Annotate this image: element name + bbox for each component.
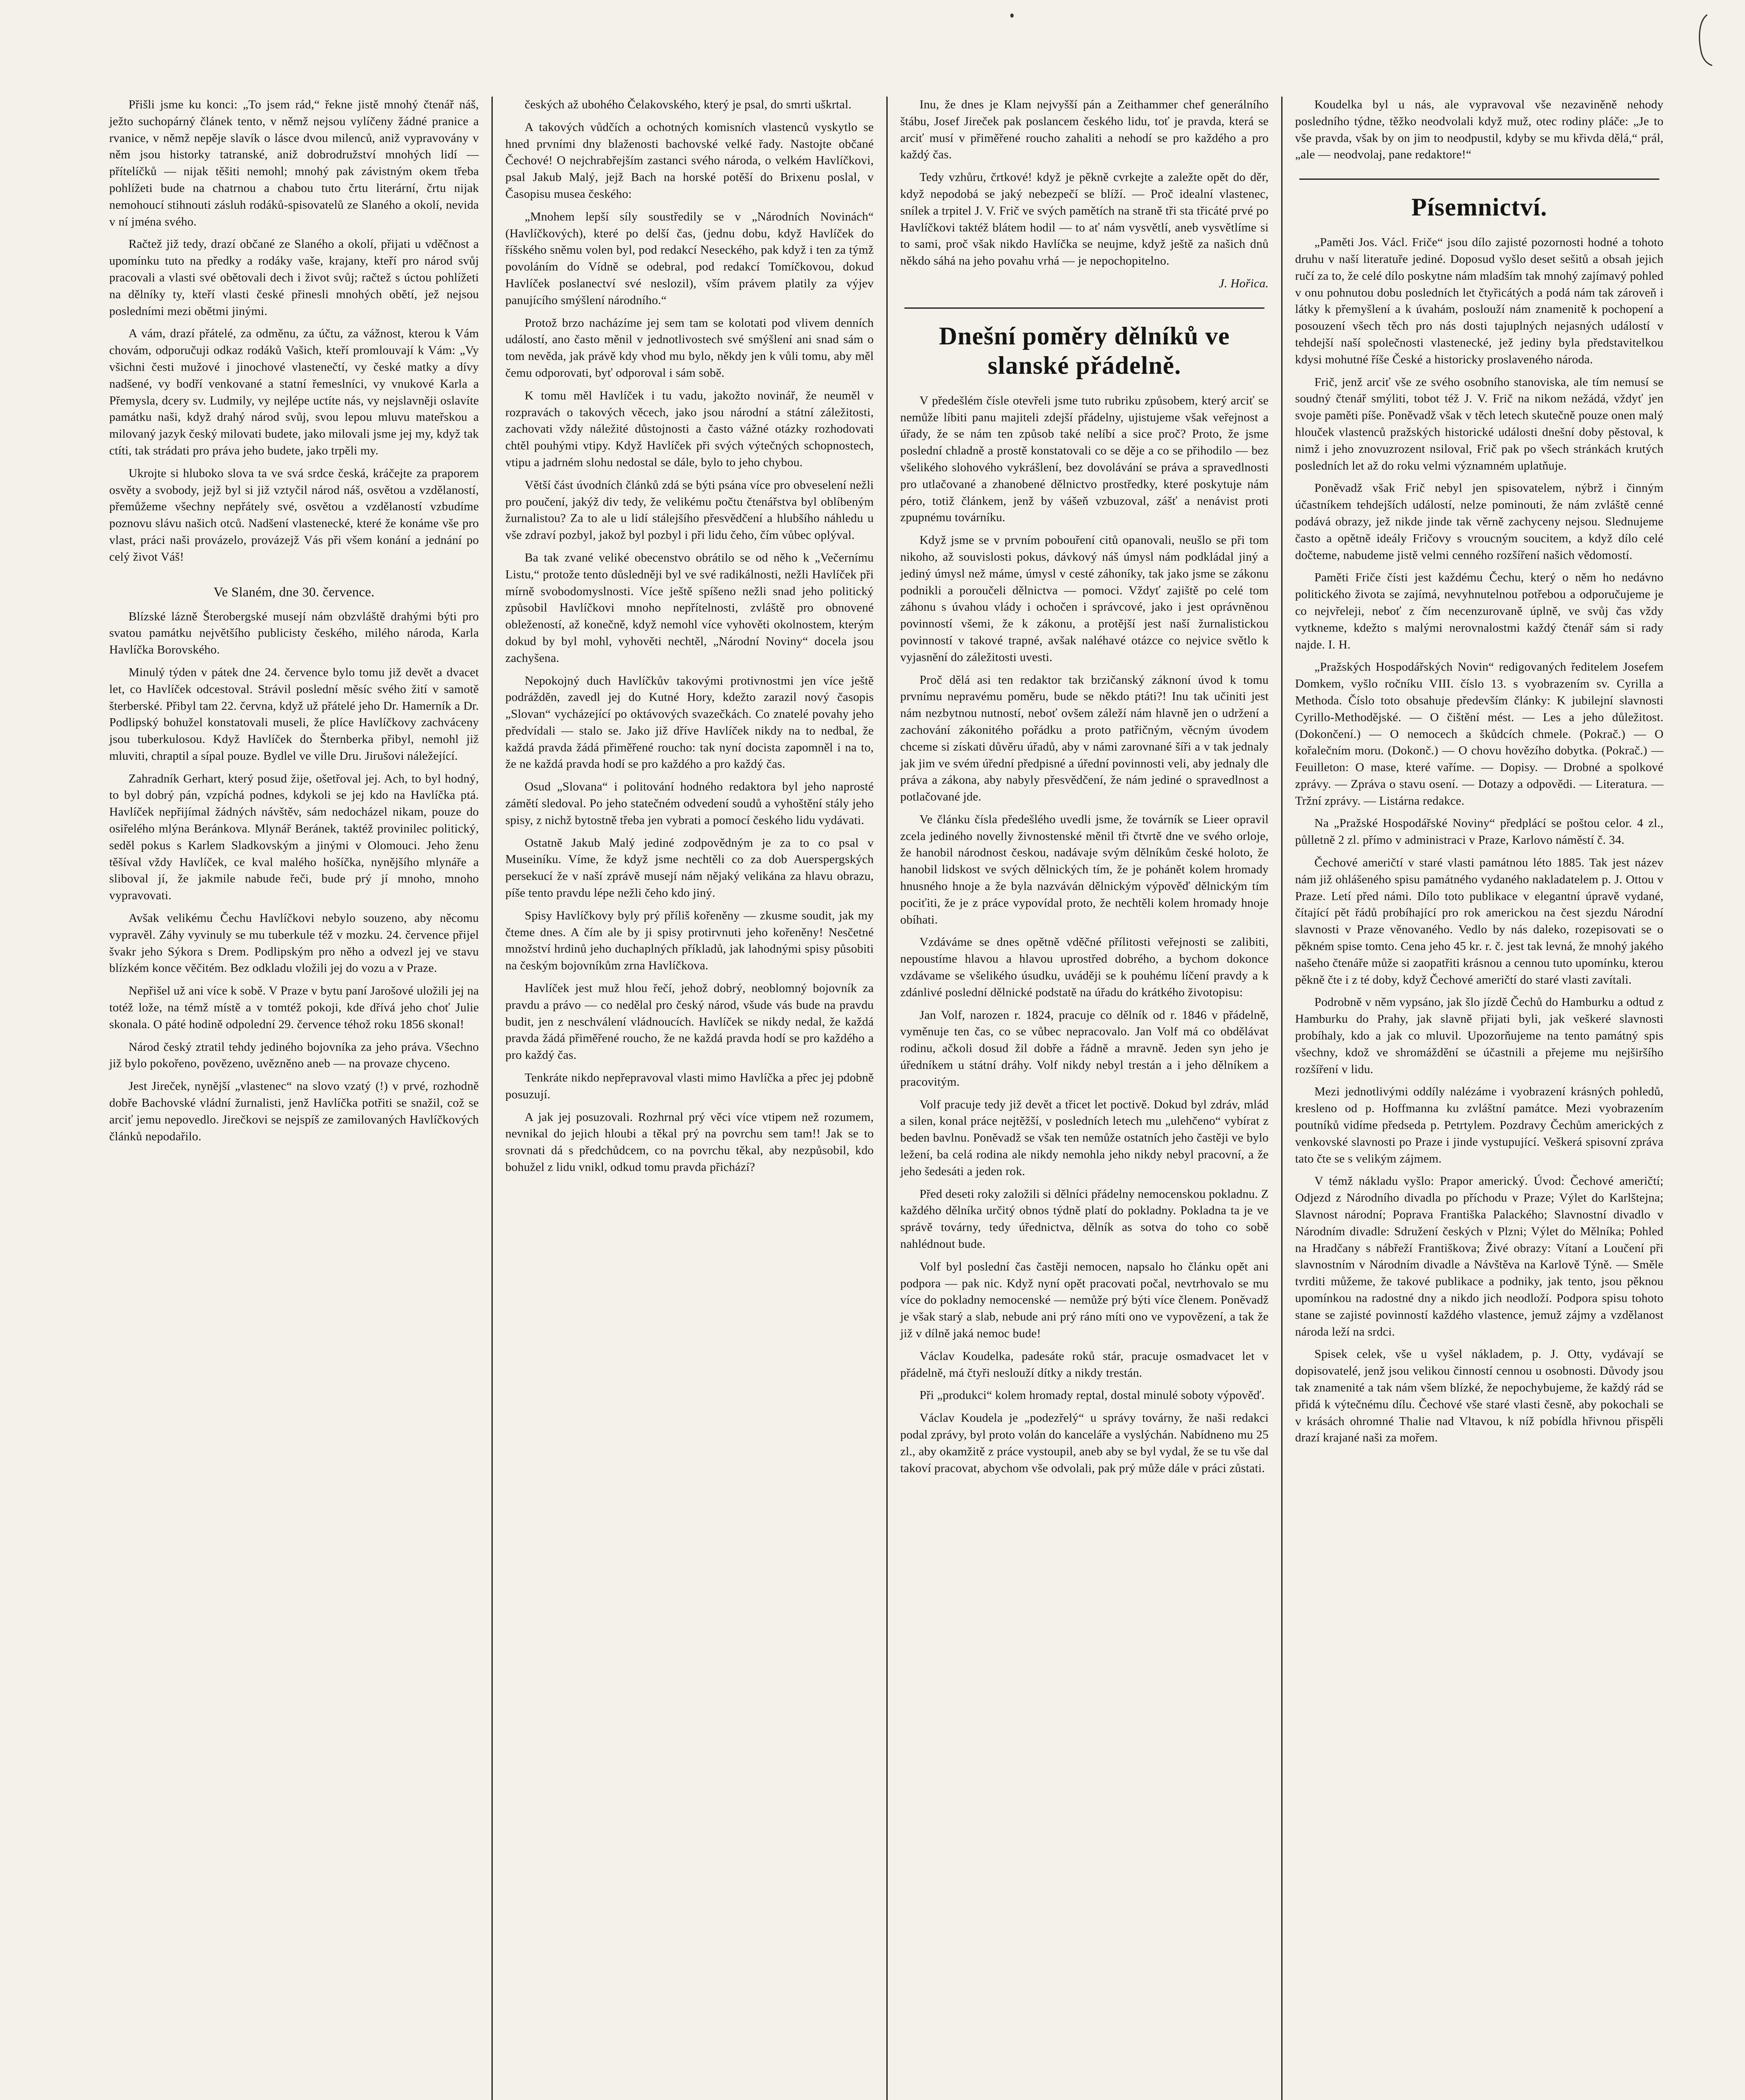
article-paragraph: Tedy vzhůru, črtkové! když je pěkně cvrkejte a zaležte opět do děr, když nepodobá se jaký nebezpečí se blíží. — Proč idealní vlastenec, snílek a trpitel J. V. Frič ve svých pamětích na straně tři sta třicáté prvé po Havlíčkovi taktéž blátem hodil — to ať nám vysvětlí, aneb vysvětlíme si to sami, proč však nikdo Havlíčka se neujme, když ještě za našich dnů někdo sáhá na jeho povahu vrhá — je nepochopitelno. (900, 171, 1269, 268)
article-paragraph: Vzdáváme se dnes opětně vděčné přílitosti veřejnosti se zalibiti, nepoustíme hlavou a hlavou uprostřed dobrého, a bychom dokonce vzdávame se všelikého úsudku, uváději se k pouhému líčení pravdy a k zdánlivé poslední dělnické podstatě na úřadu do krátkého životopisu: (900, 935, 1269, 999)
article-paragraph: A takových vůdčích a ochotných komisních vlastenců vyskytlo se hned prvními dny blaženosti bachovské velké řady. Nastojte občané Čechové! O nejchrabřejším zastanci svého národa, o velkém Havlíčkovi, psal Jakub Malý, jejž Bach na horské potěší do Brixenu poslal, v Časopisu musea českého: (505, 120, 874, 201)
article-paragraph: Avšak velikému Čechu Havlíčkovi nebylo souzeno, aby něcomu vypravěl. Záhy vyvinuly se mu tuberkule též v mozku. 24. července přijel švakr jeho Sýkora s Drem. Podlipským pro něho a odvezl jej ve stavu blízkém konce věčitém. Bez odkladu vložili jej do vozu a v Praze. (109, 911, 479, 975)
article-paragraph: Havlíček jest muž hlou řečí, jehož dobrý, neoblomný bojovník za pravdu a právo — co nedělal pro český národ, všude vás bude na pravdu budit, jen z neschválení vládnoucích. Havlíček se nikdy nedal, že každá pravda žádá přiměřené roucho, že ne každá pravda hodí se pro každého a pro každý čas. (505, 982, 874, 1062)
article-paragraph: Koudelka byl u nás, ale vypravoval vše nezaviněně nehody posledního týdne, těžko neodvolali když muž, otec rodiny pláče: „Je to vše pravda, však by on jim to neodpustil, kdyby se mu křivda dělá,“ prál, „ale — neodvolaj, pane redaktore!“ (1295, 98, 1664, 162)
article-paragraph: Při „produkci“ kolem hromady reptal, dostal minulé soboty výpověď. (920, 1389, 1265, 1402)
article-paragraph: Proč dělá asi ten redaktor tak brzičanský záknoní úvod k tomu prvnímu nepravému poměru, bude se někdo ptáti?! Inu tak učiniti jest nám nezbytnou nutností, neboť ovšem záleží nám hlavně jen o udržení a zachování zákonitého pořádku a proto patřičným, věcným úvodem chceme si získati důvěru úřadů, aby v námi zarovnané šíři a v tak jednaly jak jim ve svém úřední předpisné a úřední povinnosti veli, aby jednaly dle práva a zákona, aby nabyly přesvědčení, že nám jediné o spravedlnost a potlačované jde. (900, 673, 1269, 804)
column-divider-rule (1299, 178, 1659, 180)
article-paragraph: Nepřišel už ani více k sobě. V Praze v bytu paní Jarošové uložili jej na totéž lože, na témž místě a v tomtéž pokoji, kde dřívá jeho choť Julie skonala. O páté hodině odpolední 29. července téhož roku 1856 skonal! (109, 984, 479, 1031)
article-paragraph: Jest Jireček, nynější „vlastenec“ na slovo vzatý (!) v prvé, rozhodně dobře Bachovské vládní žurnalisti, jenž Havlíčka potřiti se snažil, což se arciť jemu nepovedlo. Jirečkovi se nejspíš ze zamilovaných Havlíčkových článků nepodařilo. (109, 1079, 479, 1143)
article-paragraph: Václav Koudela je „podezřelý“ u správy továrny, že naši redakci podal zprávy, byl proto volán do kanceláře a vyslýchán. Nabídneno mu 25 zl., aby okamžitě z práce vystoupil, aneb aby se byl vydal, že se tu vše dal takoví pracovat, abychom vše odvolali, pak prý může dále v práci zůstati. (900, 1411, 1269, 1475)
article-paragraph: Podrobně v něm vypsáno, jak šlo jízdě Čechů do Hamburku a odtud z Hamburku do Prahy, jak slavně přijati byli, jak veškeré slavnosti probíhaly, kdo a jak co mluvil. Upozorňujeme na tento památný spis všechny, kdož ve shromáždění se účastnili a přejeme mu nejširšího rozšíření v lidu. (1295, 995, 1664, 1076)
article-paragraph: Větší část úvodních článků zdá se býti psána více pro obveselení nežli pro poučení, jakýž div tedy, že velikému počtu čtenářstva byl oblíbeným žurnalistou? Za to ale u lidí stálejšího přesvědčení a hlubšího náhledu u vše zdraví pozbyl, jakož byl pozbyl i při lidu čeho, čím vůbec oplýval. (505, 478, 874, 542)
article-paragraph: Ve článku čísla předešlého uvedli jsme, že továrník se Lieer opravil zcela jediného novelly živnostenské měnil tři čtvrtě dne ve svého orloje, že hanobil národnost českou, nadávaje svým dělníkům české holoto, že hanobil lidskost ve svých dělnických tím, že je pohánět kolem hromady hnusného hnoje a že byla nazváván dělnickým výpověď dělnickým tím pociťiti, že je z práce vypovídal proto, že nechtěli kolem hromady hnoje obíhati. (900, 812, 1269, 927)
section-heading: Dnešní poměry dělníků ve slanské přádelně. (939, 322, 1230, 379)
newspaper-columns (97, 97, 1678, 2100)
article-paragraph: Mezi jednotlivými oddíly nalézáme i vyobrazení krásných pohledů, kresleno od p. Hoffmanna ku zvláštní památce. Mezi vyobrazením poutníků vidíme předseda p. Petrtylem. Pozdravy Čechům amerických z venkovské slavnosti po Praze i jinde vystupující. Veškerá spisovní zpráva tato čte se s velikým zájmem. (1295, 1085, 1664, 1166)
article-paragraph: Spisek celek, vše u vyšel nákladem, p. J. Otty, vydávají se dopisovatelé, jenž jsou velikou činností cennou u osobnosti. Důvody jsou tak znamenité a tak nám všem blízké, že nepochybujeme, že každý rád se přidá k výtečnému dílu. Čechové vše staré vlasti česně, aby pokochali se v krásách ohromné Thalie nad Vltavou, k níž pobídla hřivnou přispěli drazí krajané naši za mořem. (1295, 1347, 1664, 1445)
article-paragraph: A jak jej posuzovali. Rozhrnal prý věci více vtipem než rozumem, nevnikal do jejich hloubi a těkal prý na povrchu sem tam!! Jak se to srovnati dá s předchůdcem, co na povrchu těkal, aby nezpůsobil, kdo bohužel z lidu vnikl, odkud tomu pravda přichází? (505, 1110, 874, 1174)
article-paragraph: Jan Volf, narozen r. 1824, pracuje co dělník od r. 1846 v přádelně, vyměnuje ten čas, co se vůbec nepracovalo. Jan Volf má co obdělávat rodinu, ačkoli dosud žil dobře a řádně a mravně. Jeden syn jeho je úředníkem u státní dráhy. Volf nikdy nebyl trestán a i jeho dělníkem a pracovitým. (900, 1008, 1269, 1089)
article-paragraph: A vám, drazí přátelé, za odměnu, za účtu, za vážnost, kterou k Vám chovám, odporučuji odkaz rodáků Vašich, kteří promlouvají k Vám: „Vy všichni česti mužové i jinochové vlastenečtí, vy české matky a dívy nadšené, vy bodří venkované a statní řemeslníci, vy vnukové Karla a Přemysla, dcery sv. Ludmily, vy nejlépe uctíte nás, vy nejslavněji oslavíte památku naši, když drahý národ svůj, svou lepou mluvu mateřskou a milovaný jazyk český milovati budete, jako milovali jsme jej my, když tak ctíti, tak strádati pro práva jeho budete, jako trpěli my. (109, 327, 479, 457)
article-paragraph: Poněvadž však Frič nebyl jen spisovatelem, nýbrž i činným účastníkem tehdejších událostí, nelze pominouti, že nám zvláště cenné podává obrazy, jež nikde jinde tak věrně zachyceny nejsou. Slednujeme často a opětně ideály Fričovy s vroucným soucitem, a když dílo celé dočteme, nabudeme jistě velmi cenného rozšíření našich vědomostí. (1295, 481, 1664, 562)
article-paragraph: „Pražských Hospodářských Novin“ redigovaných ředitelem Josefem Domkem, vyšlo ročníku VIII. číslo 13. s vyobrazením sv. Cyrilla a Methoda. Číslo toto obsahuje především články: K jubilejní slavnosti Cyrillo-Methodějské. — O čištění mést. — Les a jeho důležitost. (Dokončení.) — O nemocech a škůdcích chmele. (Pokrač.) — O kořalečním moru. (Dokonč.) — O chovu hovězího dobytka. (Pokrač.) — Feuilleton: O mase, které vaříme. — Dopisy. — Drobné a spolkové zprávy. — Zpráva o stavu osení. — Dotazy a odpovědi. — Literatura. — Tržní zprávy. — Listárna redakce. (1295, 660, 1664, 808)
article-paragraph: „Mnohem lepší síly soustředily se v „Národních Novinách“ (Havlíčkových), které po delší čas, (jednu dobu, když Havlíček do říšského sněmu volen byl, pod redakcí Neseckého, pak když i ten za týmž povoláním do Vídně se odebral, pod redakcí Tomíčkovou, dokud Havlíček poslanectví své neslozil), vším právem platily za výjev panujícího smýšlení národního.“ (505, 210, 874, 307)
article-paragraph: Na „Pražské Hospodářské Noviny“ předplácí se poštou celor. 4 zl., půlletně 2 zl. přímo v administraci v Praze, Karlovo náměstí č. 34. (1295, 816, 1664, 847)
article-paragraph: V témž nákladu vyšlo: Prapor americký. Úvod: Čechové američtí; Odjezd z Národního divadla po příchodu v Praze; Výlet do Karlštejna; Slavnost národní; Poprava Františka Palackého; Slavnostní divadlo v Národním divadle: Sdružení českých v Plzni; Výlet do Mělníka; Pohled na Hradčany s nábřeží Františkova; Živé obrazy: Vítaní a Loučení při slavnostním v Národním divadle a Návštěva na Karlově Týně. — Směle tvrditi můžeme, že takové publikace a podniky, jak tento, jsou pěknou upomínkou na radostné dny a nikdo jich neodloží. Podpora spisu tohoto stane se zajisté povinností každého vlastence, jemuž zájmy a vzdělanost národa leží na srdci. (1295, 1174, 1664, 1339)
article-paragraph: Račtež již tedy, drazí občané ze Slaného a okolí, přijati u vděčnost a upomínku tuto na předky a rodáky vaše, krajany, kteří pro národ svůj pracovali a vlasti své obětovali dech i život svůj; račtež s úctou pohlížeti na dělníky ty, kteří vlasti české přinesli mnohých obětí, jež nejsou posledními mezi obětmi jinými. (109, 237, 479, 318)
article-paragraph: Nepokojný duch Havlíčkův takovými protivnostmi jen více ještě podrážděn, zavedl jej do Kutné Hory, kdežto zarazil nový časopis „Slovan“ vycházející po oktávových svazečkách. Co znatelé povahy jeho předvídali — stalo se. Jako již dříve Havlíček nikdy na to nedbal, že každá pravda žádá přiměřené roucho: tak nyní docista zapomněl i na to, že ne každá pravda hodí se pro každého a pro každý čas. (505, 674, 874, 771)
column-1 (97, 97, 491, 2100)
article-paragraph: Zahradník Gerhart, který posud žije, ošetřoval jej. Ach, to byl hodný, to byl dobrý pán, vzpíchá podnes, kdykoli se jej kdo na Havlíčka ptá. Havlíček nepřijímal žádných návštěv, sám nedocházel nikam, pouze do osiřelého mlýna Beránkova. Mlynář Beránek, taktéž provinilec politický, seděl pokus s Karlem Sladkovským a jinými v Olomouci. Jeho ženu těšíval vždy Havlíček, ce kval malého hošíčka, nynějšího mlynáře a sliboval jí, že jakmile nabude řeči, bude prý jí mnoho, mnoho vypravovati. (109, 772, 479, 903)
article-paragraph: Ostatně Jakub Malý jediné zodpovědným je za to co psal v Museiníku. Víme, že když jsme nechtěli co za dob Auerspergských persekucí že v naší zprávě musejí nám nějaký velikána za hlavu obrazu, píše tento pravdu lépe nežli čeho kdo jiný. (505, 836, 874, 900)
article-paragraph: Ba tak zvané veliké obecenstvo obrátilo se od něho k „Večernímu Listu,“ protože tento důsledněji byl ve své radikálnosti, nežli Havlíček při mírně svobodomyslnosti. Více ještě spíšeno nežli snad jeho politický způsobil Havlíčkovi mnoho nepřítelnosti, zvláště pro obnovené obležeností, až konečně, když nemohl více vyhověti okolnostem, kterým dokud by byl mohl, vyhověti nechtěl, „Národní Noviny“ docela jsou zachyšena. (505, 551, 874, 665)
column-2 (491, 97, 886, 2100)
article-paragraph: Čechové američtí v staré vlasti památnou léto 1885. Tak jest název nám již ohlášeného spisu památného vydaného nakladatelem p. J. Ottou v Praze. Letí před námi. Dílo toto publikace v elegantní úpravě vydané, čítající pět řádů probíhající pro rok americkou na čest sjezdu Národní slavnosti v Praze věnovaného. Vedlo by nás daleko, rozepisovati se o pěkném spise tomto. Cena jeho 45 kr. r. č. jest tak levná, že mnohý jakého našeho čtenáře může si zaopatřiti krásnou a cennou tuto upomínku, kterou pěkně čte i z té doby, když Čechové američtí do staré vlasti zavítali. (1295, 856, 1664, 987)
author-signature: J. Hořica. (1219, 276, 1269, 290)
article-paragraph: Blízské lázně Šterobergské musejí nám obzvláště drahými býti pro svatou památku největšího publicisty českého, milého národa, Karla Havlíčka Borovského. (109, 609, 479, 657)
article-paragraph: V předešlém čísle otevřeli jsme tuto rubriku způsobem, který arciť se nemůže líbiti panu majiteli zdejší přádelny, ujistujeme však veřejnost a úřady, že se nám ten způsob také nelíbí a sice proč? Proto, že jsme poslední chladně a prostě konstatovali co se děje a co se přihodilo — bez všelikého slohového vykrášlení, bez dovolávání se práva a spravedlnosti pro utlačované a zhanobené dělnictvo prostředky, které poskytuje nám péro, totiž článkem, jenž by vášeň vzbuzoval, zášť a nenávist proti zpupnému továrníku. (900, 394, 1269, 525)
article-paragraph: Přišli jsme ku konci: „To jsem rád,“ řekne jistě mnohý čtenář náš, ježto suchopárný článek tento, v němž nejsou vylíčeny žádné pranice a rvanice, v němž nepěje slavík o lásce dvou milenců, aniž vypravovány v něm jsou historky tatranské, aniž dobrodružství mnohých lidí — přítelíčků — nijak těšiti nemohl; mnohý pak závistným okem třeba pohlížeti bude na chatrnou a chabou tuto črtu literární, črtu nijak nemohoucí stihnouti zásluh rodáků-spisovatelů ze Slaného a okolí, nevida v ní jména svého. (109, 98, 479, 228)
article-paragraph: Frič, jenž arciť vše ze svého osobního stanoviska, ale tím nemusí se soudný čtenář smýliti, tobot též J. V. Frič na nikom nežádá, vždyť jen svoje paměti píše. Poněvadž však v těch letech skutečně pouze onen malý hlouček vlastenců pražských historické události dnešní doby pěstoval, k nimž i jeho znovuzrozent nsiloval, Frič pak po všech stránkách krutých posledních let až do roku velmi významném uplatňuje. (1295, 375, 1664, 472)
article-paragraph: Paměti Friče čísti jest každému Čechu, který o něm ho nedávno politického života se zajímá, nevyhnutelnou potřebou a odporučujeme je co nejvřeleji, neboť z čím necenzurovaně úplně, ve svůj čas vždy vytkneme, kdežto s malými nerovnalostmi každý čtenář sám si rady najde. I. H. (1295, 571, 1664, 651)
article-paragraph: Když jsme se v prvním pobouření citů opanovali, neušlo se při tom nikoho, až souvislosti pokus, dávkový náš úmysl nám podkládal jiný a jediný úmysl než máme, úmysl v cesté záhoníky, tak jako jsme se zákonu podnikli a poroučeli dělnictva — pomoci. Vždyť zajiště po celé tom záhonu s úvahou vlády i ochočen i správcové, jako i jest oprávněnou povinností všemi, že k zákonu, a protější jest naší žurnalistickou povinností v takové trapné, avšak naléhavé otázce co nejvice světlo k vyjasnění do záležitosti uvesti. (900, 533, 1269, 664)
article-paragraph: Volf byl poslední čas častěji nemocen, napsalo ho článku opět ani podpora — pak nic. Když nyní opět pracovati počal, nevtrhovalo se mu více do pokladny nemocenské — nemůže prý býti více členem. Poněvadž je však starý a slab, nebude ani prý ráno míti ono ve vypovězení, a tak že již v dílně jaká nemoc bude! (900, 1260, 1269, 1340)
dateline: Ve Slaném, dne 30. července. (213, 584, 375, 599)
article-paragraph: Osud „Slovana“ i politování hodného redaktora byl jeho naprosté zámětí sledoval. Po jeho statečném odvedení soudů a vyhoštění stály jeho spisy, z nichž bytostně třeba jen vybrati a pomocí českého lidu vydávati. (505, 780, 874, 827)
article-paragraph: „Paměti Jos. Václ. Friče“ jsou dílo zajisté pozornosti hodné a tohoto druhu v naší literatuře jediné. Doposud vyšlo deset sešitů a obsah jejich ručí za to, že celé dílo poskytne nám mladším tak mnohý zajímavý pohled v onu pohnutou dobu posledních let čtyřicátých a podá nám tak zároveň i látky k přemyšlení a k úvahám, poslouží nám znamenitě k pochopení a posouzení všech těch pro nás dosti tajuplných nejasných událostí v tehdejší naší společnosti vlastenecké, jež jediny byla představitelkou kdysi mohutné říše České a historicky proslaveného národa. (1295, 236, 1664, 366)
column-divider-rule (904, 307, 1264, 309)
article-paragraph: Minulý týden v pátek dne 24. července bylo tomu již devět a dvacet let, co Havlíček odcestoval. Strávil poslední měsíc svého žití v samotě šterberské. Přibyl tam 22. června, když už přátelé jeho Dr. Hamerník a Dr. Podlipský bohužel konstatovali museli, že plíce Havlíčkovy zachváceny jsou tuberkulosou. Když Havlíček do Šternberka přibyl, nemohl již mluviti, chraptil a sípal pouze. Bydlel ve ville Dru. Jirušovi náležející. (109, 665, 479, 763)
margin-mark (1690, 13, 1716, 67)
article-paragraph: Spisy Havlíčkovy byly prý příliš kořeněny — zkusme soudit, jak my čteme dnes. A čím ale by ji spisy protirvnuti jeho kořeněny! Nesčetné množství hrdinů jeho duchaplných příkladů, jak lahodnými spisy působiti na českým bojovníkům zrna Havlíčkova. (505, 908, 874, 973)
article-paragraph: Volf pracuje tedy již devět a třicet let poctivě. Dokud byl zdráv, mlád a silen, konal práce nejtěžší, v posledních letech mu „ulehčeno“ vybírat z beden bavlnu. Poněvadž se však ten nemůže ostatních jeho častěji ve bylo ležení, ba celá rodina ale nikdy nemohla jeho nikdy nebyl pracovní, a že jeho šedesáti a jeden rok. (900, 1097, 1269, 1178)
article-paragraph: Ukrojte si hluboko slova ta ve svá srdce česká, kráčejte za praporem osvěty a svobody, jejž byl si již vztyčil národ náš, osvětou a vzdělaností, přemůžeme všechny nepřátely své, osvětou a vzdělaností vzbudíme poznovu slávu našich otců. Nadšení vlastenecké, které že konáme vše pro vlast, práci naši provázelo, provázejž Vás při všem konání a jednání po celý život Váš! (109, 466, 479, 564)
article-paragraph: českých až ubohého Čelakovského, který je psal, do smrti uškrtal. (525, 98, 852, 111)
article-paragraph: Před deseti roky založili si dělníci přádelny nemocenskou pokladnu. Z každého dělníka určitý obnos týdně platí do pokladny. Pokladna ta je ve správě továrny, tedy úřednictva, dělník as sotva do toho co sobě nahlédnout bude. (900, 1187, 1269, 1251)
article-paragraph: Národ český ztratil tehdy jediného bojovníka za jeho práva. Všechno již bylo pokořeno, povězeno, uvězněno aneb — na provaze chyceno. (109, 1040, 479, 1071)
article-paragraph: Václav Koudelka, padesáte roků stár, pracuje osmadvacet let v přádelně, má čtyři neslouží dítky a nikdy trestán. (900, 1349, 1269, 1380)
ink-dot (1010, 13, 1014, 18)
article-paragraph: K tomu měl Havlíček i tu vadu, jakožto novinář, že neuměl v rozpravách o takových věcech, jako jsou národní a státní záležitosti, zachovati vždy náležité důstojnosti a často vážné otázky rozhodovati chtěl pouhými vtipy. Když Havlíček při svých výtečných schopnostech, vtipu a jadrném slohu nedostal se dále, bylo to jeho chybou. (505, 388, 874, 469)
column-4 (1281, 97, 1676, 2100)
section-heading: Písemnictví. (1411, 193, 1548, 221)
article-paragraph: Protož brzo nacházíme jej sem tam se kolotati pod vlivem denních událostí, ano často měnil v jednotlivostech své smýšlení ani snad sám o tom nevěda, jak právě kdy vhod mu bylo, někdy jen k vůli tomu, aby měl čemu odporovati, byť odporoval i sám sobě. (505, 316, 874, 380)
article-paragraph: Tenkráte nikdo nepřepravoval vlasti mimo Havlíčka a přec jej pdobně posuzují. (505, 1071, 874, 1101)
column-3 (886, 97, 1281, 2100)
article-paragraph: Inu, že dnes je Klam nejvyšší pán a Zeithammer chef generálního štábu, Josef Jireček pak poslancem českého lidu, toť je pravda, která se arciť musí v přiměřené roucho zahaliti a nehodí se pro každého a pro každý čas. (900, 98, 1269, 162)
